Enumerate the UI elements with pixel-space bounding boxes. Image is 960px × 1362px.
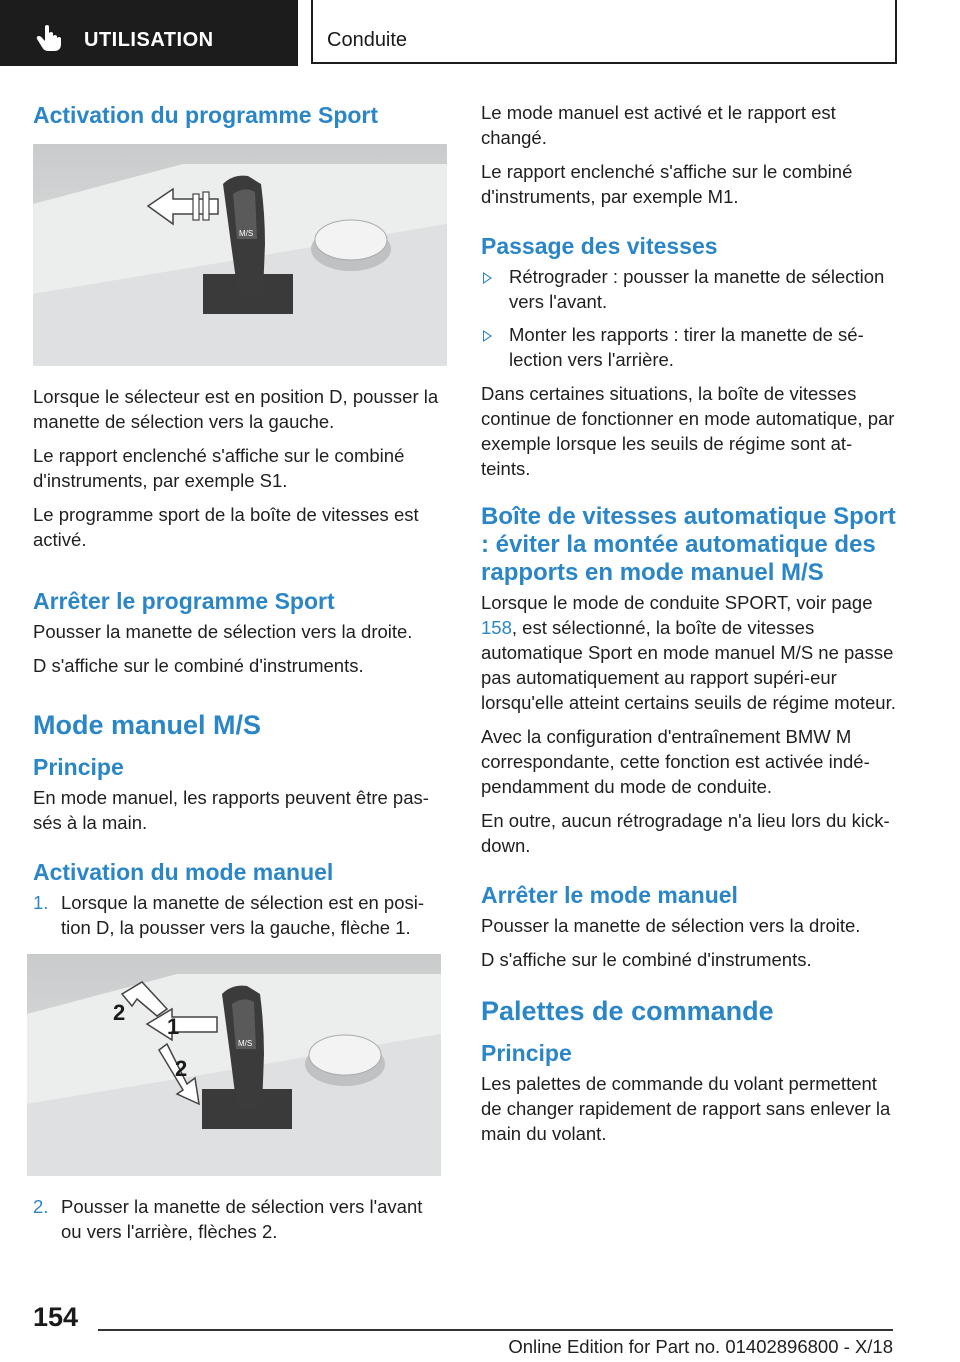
- heading-principe-2: Principe: [481, 1040, 572, 1066]
- step-text: Pousser la manette de sélection vers l'avant ou vers l'arrière, flèches 2.: [61, 1196, 423, 1242]
- para-passage: Dans certaines situations, la boîte de vitesses continue de fonctionner en mode automatique, par exemple lorsque les seuils de régime sont at-teints.: [481, 383, 895, 479]
- heading-auto-sport: Boîte de vitesses automatique Sport : éviter la montée automatique des rapports en mode manuel M/S: [481, 503, 896, 586]
- para-auto-2: Avec la configuration d'entraînement BMW M correspondante, cette fonction est activée indé-pendamment du mode de conduite.: [481, 726, 870, 797]
- para-sport-1: Lorsque le sélecteur est en position D, pousser la manette de sélection vers la gauche.: [33, 386, 439, 432]
- para-mode-2: Le rapport enclenché s'affiche sur le combiné d'instruments, par exemple M1.: [481, 161, 853, 207]
- steps-list: [33, 890, 443, 940]
- section-title: UTILISATION: [84, 29, 214, 51]
- shifter-illustration-1: [33, 144, 447, 366]
- page-link-158[interactable]: 158: [481, 617, 512, 638]
- para-mode-1: Le mode manuel est activé et le rapport est changé.: [481, 102, 836, 148]
- footer-divider: [98, 1329, 893, 1331]
- hand-pointer-icon: [36, 24, 62, 52]
- bullet-item: [481, 264, 897, 314]
- heading-palettes: Palettes de commande: [481, 996, 774, 1026]
- figure-shifter-left: [33, 144, 447, 366]
- heading-activation-manual: Activation du mode manuel: [33, 859, 334, 885]
- arrow-label-1: 1: [167, 1014, 180, 1039]
- chapter-tab[interactable]: [311, 0, 897, 64]
- para-sport-3: Le programme sport de la boîte de vitesses est activé.: [33, 504, 419, 550]
- arrow-label-2b: 2: [175, 1056, 188, 1081]
- para-principe: En mode manuel, les rapports peuvent être pas-sés à la main.: [33, 787, 429, 833]
- figure-shifter-arrows: [27, 954, 441, 1176]
- bullet-item: [481, 322, 897, 372]
- arrow-label-2a: 2: [113, 1000, 126, 1025]
- para-auto-1: [481, 590, 897, 715]
- heading-stop-manual: Arrêter le mode manuel: [481, 882, 738, 908]
- heading-manual-mode: Mode manuel M/S: [33, 710, 262, 740]
- shifter-label-1: M/S: [239, 229, 254, 238]
- para-stop-manual-1: Pousser la manette de sélection vers la droite.: [481, 915, 861, 936]
- bullet-text: Rétrograder : pousser la manette de sélection vers l'avant.: [509, 266, 885, 312]
- page-header: [0, 0, 960, 66]
- left-column: [33, 100, 443, 1253]
- bullet-text: Monter les rapports : tirer la manette de sé-lection vers l'arrière.: [509, 324, 864, 370]
- step-number: 1.: [33, 892, 49, 913]
- bullets-list: [481, 264, 897, 372]
- para-auto-1-text-b: , est sélectionné, la boîte de vitesses automatique Sport en mode manuel M/S ne passe pas automatiquement au rapport supéri-eur lorsqu'elle atteint certains seuils de régime moteur.: [481, 617, 896, 713]
- shifter-label-2: M/S: [238, 1039, 253, 1048]
- section-tab[interactable]: [0, 0, 298, 66]
- para-auto-1-text-a: Lorsque le mode de conduite SPORT, voir page: [481, 592, 873, 613]
- chapter-title: Conduite: [327, 29, 408, 51]
- para-stop-2: D s'affiche sur le combiné d'instruments.: [33, 655, 364, 676]
- triangle-bullet-icon: [483, 272, 492, 284]
- triangle-bullet-icon: [483, 330, 492, 342]
- right-column: [481, 100, 897, 1155]
- heading-stop-sport: Arrêter le programme Sport: [33, 588, 335, 614]
- page-number: 154: [33, 1302, 79, 1332]
- heading-sport-activation: Activation du programme Sport: [33, 102, 379, 128]
- steps-list-2: [33, 1194, 443, 1244]
- heading-passage: Passage des vitesses: [481, 233, 718, 259]
- para-stop-manual-2: D s'affiche sur le combiné d'instruments.: [481, 949, 812, 970]
- para-palettes: Les palettes de commande du volant permettent de changer rapidement de rapport sans enlever la main du volant.: [481, 1073, 891, 1144]
- heading-principe: Principe: [33, 754, 124, 780]
- step-number: 2.: [33, 1196, 49, 1217]
- para-sport-2: Le rapport enclenché s'affiche sur le combiné d'instruments, par exemple S1.: [33, 445, 405, 491]
- para-stop-1: Pousser la manette de sélection vers la droite.: [33, 621, 413, 642]
- para-auto-3: En outre, aucun rétrogradage n'a lieu lors du kick-down.: [481, 810, 890, 856]
- footer-edition: Online Edition for Part no. 01402896800 - X/18: [508, 1336, 893, 1357]
- step-item: [33, 890, 443, 940]
- step-item: [33, 1194, 443, 1244]
- step-text: Lorsque la manette de sélection est en posi-tion D, la pousser vers la gauche, flèche 1.: [61, 892, 425, 938]
- shifter-illustration-2: [27, 954, 441, 1176]
